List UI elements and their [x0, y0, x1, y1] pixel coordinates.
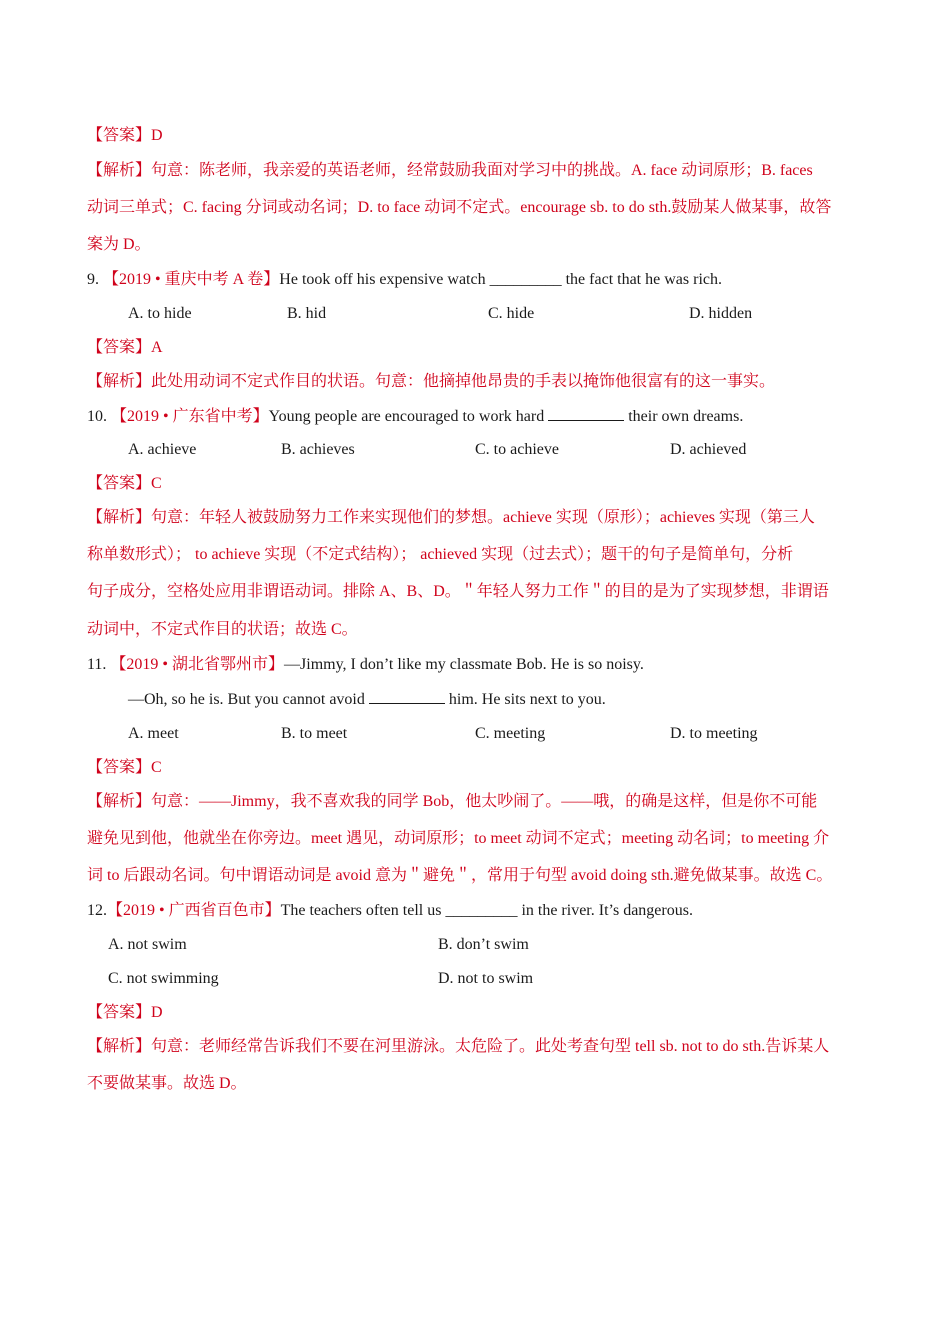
q9-option-c: C. hide — [488, 305, 535, 322]
q10-source: 【2019 • 广东省中考】 — [111, 408, 269, 425]
q12-option-b: B. don’t swim — [438, 936, 529, 953]
q10-analysis-line-3: 句子成分，空格处应用非谓语动词。排除 A、B、D。＂年轻人努力工作＂的目的是为了实现梦想，非谓语 — [87, 583, 829, 600]
q12-option-c: C. not swimming — [108, 970, 219, 987]
q10-blank — [548, 406, 624, 421]
q9-number: 9. — [87, 271, 103, 288]
q9-option-a: A. to hide — [128, 305, 192, 322]
q11-analysis-line-1: 【解析】句意：——Jimmy，我不喜欢我的同学 Bob，他太吵闹了。——哦，的确是这样，但是你不可能 — [87, 793, 818, 810]
q12-stem: 12.【2019 • 广西省百色市】The teachers often tell us _________ in the river. It’s dangerous. — [87, 902, 693, 919]
q11-source: 【2019 • 湖北省鄂州市】 — [110, 656, 285, 673]
q10-answer: 【答案】C — [87, 475, 162, 492]
q8-analysis-line-3: 案为 D。 — [87, 236, 151, 253]
q12-option-a: A. not swim — [108, 936, 187, 953]
q11-option-a: A. meet — [128, 725, 179, 742]
q11-analysis-line-3: 词 to 后跟动名词。句中谓语动词是 avoid 意为＂避免＂，常用于句型 avoid doing sth.避免做某事。故选 C。 — [87, 867, 833, 884]
q11-option-b: B. to meet — [281, 725, 348, 742]
q12-blank: _________ — [445, 902, 518, 919]
q8-analysis-line-2: 动词三单式；C. facing 分词或动名词；D. to face 动词不定式。encourage sb. to do sth.鼓励某人做某事，故答 — [87, 199, 832, 216]
q9-option-b: B. hid — [287, 305, 327, 322]
q10-option-b: B. achieves — [281, 441, 355, 458]
q9-option-d: D. hidden — [689, 305, 753, 322]
q8-analysis-line-1: 【解析】句意：陈老师，我亲爱的英语老师，经常鼓励我面对学习中的挑战。A. face 动词原形；B. faces — [87, 162, 813, 179]
q9-answer: 【答案】A — [87, 339, 163, 356]
q12-source: 【2019 • 广西省百色市】 — [107, 902, 281, 919]
q9-analysis-line-1: 【解析】此处用动词不定式作目的状语。句意：他摘掉他昂贵的手表以掩饰他很富有的这一事实。 — [87, 373, 776, 390]
q10-stem: 10. 【2019 • 广东省中考】Young people are encouraged to work hard their own dreams. — [87, 408, 744, 425]
q10-option-d: D. achieved — [670, 441, 747, 458]
q10-option-c: C. to achieve — [475, 441, 559, 458]
q12-analysis-line-2: 不要做某事。故选 D。 — [87, 1075, 247, 1092]
q12-analysis-line-1: 【解析】句意：老师经常告诉我们不要在河里游泳。太危险了。此处考查句型 tell sb. not to do sth.告诉某人 — [87, 1038, 830, 1055]
q9-stem: 9. 【2019 • 重庆中考 A 卷】He took off his expensive watch _________ the fact that he was rich. — [87, 271, 722, 288]
q10-analysis-line-1: 【解析】句意：年轻人被鼓励努力工作来实现他们的梦想。achieve 实现（原形）；achieves 实现（第三人 — [87, 509, 815, 526]
q11-answer: 【答案】C — [87, 759, 162, 776]
q10-number: 10. — [87, 408, 111, 425]
q12-option-d: D. not to swim — [438, 970, 534, 987]
q10-analysis-line-2: 称单数形式）； to achieve 实现（不定式结构）； achieved 实现（过去式）；题干的句子是简单句，分析 — [87, 546, 794, 563]
q11-stem-line-2: —Oh, so he is. But you cannot avoid him. He sits next to you. — [128, 691, 606, 708]
q8-answer: 【答案】D — [87, 127, 163, 144]
q10-analysis-line-4: 动词中，不定式作目的状语；故选 C。 — [87, 621, 358, 638]
q11-stem-line-1: 11. 【2019 • 湖北省鄂州市】—Jimmy, I don’t like my classmate Bob. He is so noisy. — [87, 656, 644, 673]
q12-answer: 【答案】D — [87, 1004, 163, 1021]
q11-option-d: D. to meeting — [670, 725, 758, 742]
q12-number: 12. — [87, 902, 107, 919]
q9-source: 【2019 • 重庆中考 A 卷】 — [103, 271, 280, 288]
q11-option-c: C. meeting — [475, 725, 546, 742]
q11-analysis-line-2: 避免见到他，他就坐在你旁边。meet 遇见，动词原形；to meet 动词不定式；meeting 动名词；to meeting 介 — [87, 830, 830, 847]
q11-number: 11. — [87, 656, 111, 673]
q9-blank: _________ — [489, 271, 562, 288]
q11-blank — [369, 689, 445, 704]
q10-option-a: A. achieve — [128, 441, 197, 458]
